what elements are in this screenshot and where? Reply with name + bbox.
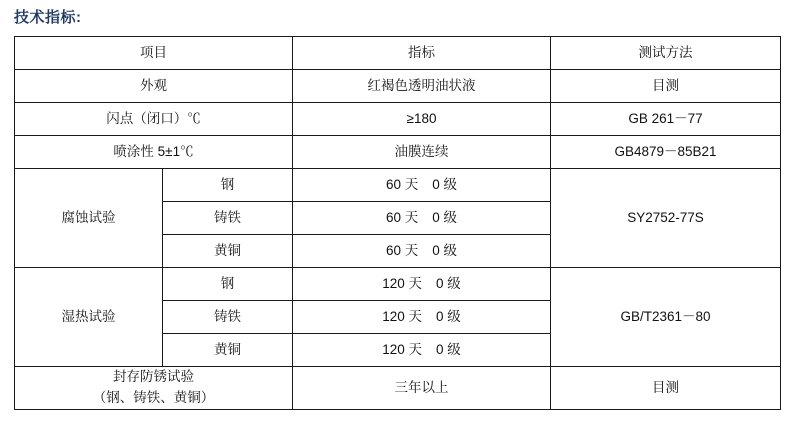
- table-row: [15, 169, 781, 202]
- value-grade: 0 级: [436, 341, 461, 357]
- subrow-value-corrosion-cast-iron: [293, 202, 551, 235]
- value-grade: 0 级: [432, 242, 458, 258]
- technical-specification-table: [14, 36, 781, 410]
- subrow-label-cast-iron: 铸铁: [163, 202, 293, 235]
- row-item-flashpoint: 闪点（闭口）℃: [15, 103, 293, 136]
- column-header-method: 测试方法: [551, 37, 781, 70]
- value-grade: 0 级: [432, 209, 458, 225]
- subrow-label-steel: 钢: [163, 169, 293, 202]
- storage-test-line2: （钢、铸铁、黄铜）: [92, 389, 215, 405]
- row-spec-flashpoint: ≥180: [293, 103, 551, 136]
- table-row: [15, 70, 781, 103]
- row-spec-storage-rustproof-test: 三年以上: [293, 367, 551, 410]
- value-days: 60 天: [385, 209, 419, 225]
- table-row: [15, 136, 781, 169]
- row-method-flashpoint: GB 261－77: [551, 103, 781, 136]
- group-method-corrosion-test: SY2752-77S: [551, 169, 781, 268]
- row-method-sprayability: GB4879－85B21: [551, 136, 781, 169]
- subrow-label-cast-iron: 铸铁: [163, 301, 293, 334]
- column-header-item: 项目: [15, 37, 293, 70]
- table-row: [15, 103, 781, 136]
- value-grade: 0 级: [432, 176, 458, 192]
- group-label-humidity-test: 湿热试验: [15, 268, 163, 367]
- subrow-value-humidity-brass: [293, 334, 551, 367]
- subrow-label-brass: 黄铜: [163, 334, 293, 367]
- row-method-storage-rustproof-test: 目测: [551, 367, 781, 410]
- value-days: 60 天: [385, 242, 419, 258]
- group-method-humidity-test: GB/T2361－80: [551, 268, 781, 367]
- table-row: [15, 268, 781, 301]
- value-days: 120 天: [382, 341, 422, 357]
- subrow-label-steel: 钢: [163, 268, 293, 301]
- page-title: 技术指标:: [14, 9, 82, 26]
- row-item-appearance: 外观: [15, 70, 293, 103]
- row-item-sprayability: 喷涂性 5±1℃: [15, 136, 293, 169]
- column-header-spec: 指标: [293, 37, 551, 70]
- row-method-appearance: 目测: [551, 70, 781, 103]
- value-days: 120 天: [382, 308, 422, 324]
- value-grade: 0 级: [436, 275, 461, 291]
- subrow-value-humidity-cast-iron: [293, 301, 551, 334]
- subrow-value-humidity-steel: [293, 268, 551, 301]
- subrow-label-brass: 黄铜: [163, 235, 293, 268]
- table-row-last: [15, 367, 781, 410]
- subrow-value-corrosion-brass: [293, 235, 551, 268]
- value-days: 120 天: [382, 275, 422, 291]
- value-days: 60 天: [385, 176, 419, 192]
- subrow-value-corrosion-steel: [293, 169, 551, 202]
- row-spec-appearance: 红褐色透明油状液: [293, 70, 551, 103]
- row-item-storage-rustproof-test: [15, 367, 293, 410]
- table-header-row: [15, 37, 781, 70]
- value-grade: 0 级: [436, 308, 461, 324]
- row-spec-sprayability: 油膜连续: [293, 136, 551, 169]
- group-label-corrosion-test: 腐蚀试验: [15, 169, 163, 268]
- storage-test-line1: 封存防锈试验: [113, 369, 194, 384]
